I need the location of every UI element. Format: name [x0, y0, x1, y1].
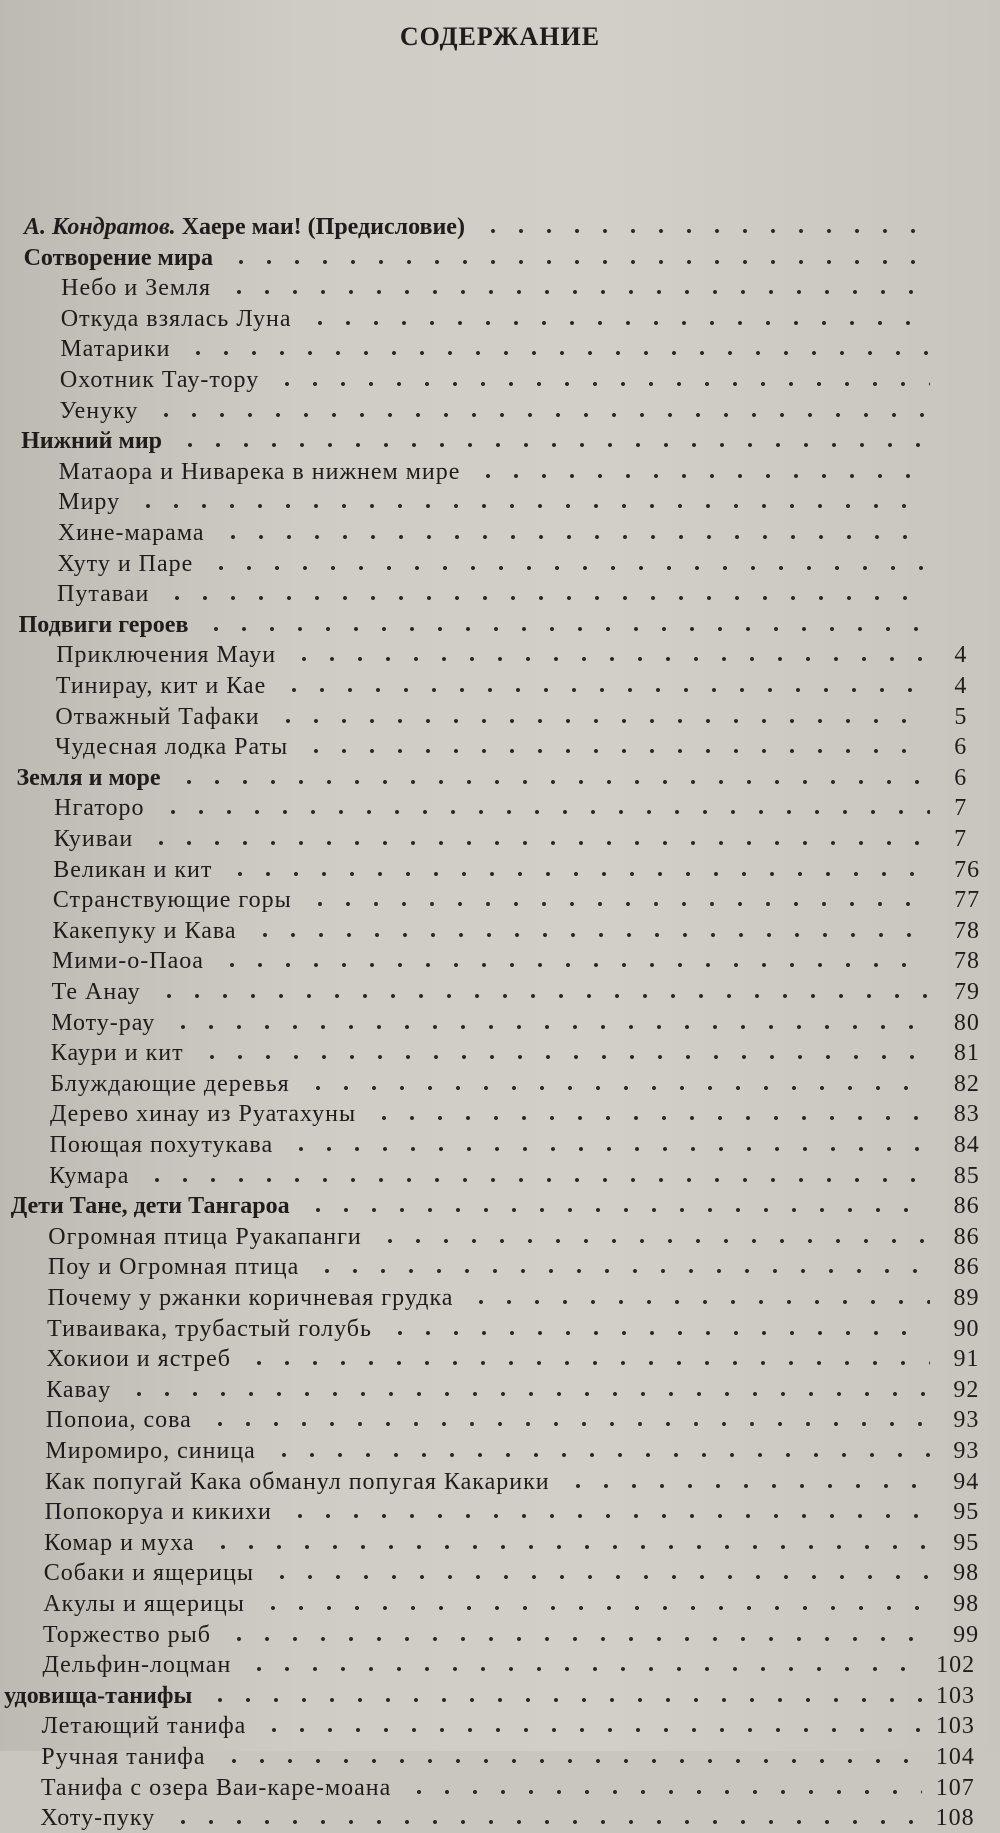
toc-entry-title: Хокиои и ястреб: [46, 1346, 231, 1373]
toc-leader-dots: [251, 916, 930, 946]
toc-entry: [0, 487, 1000, 517]
toc-page-number: 92: [953, 1376, 980, 1403]
toc-entry: [0, 640, 1000, 670]
toc-entry: [0, 1161, 1000, 1191]
toc-entry-title: Собаки и ящерицы: [43, 1560, 254, 1587]
toc-page-number: 78: [954, 948, 980, 975]
toc-entry: [0, 1558, 1000, 1588]
toc-leader-dots: [287, 1130, 930, 1160]
toc-leader-dots: [370, 1099, 930, 1129]
toc-entry-title: [24, 212, 465, 242]
toc-page-number: 4: [954, 642, 968, 669]
toc-entry: [0, 732, 1000, 762]
toc-entry-title: Ручная танифа: [41, 1744, 206, 1770]
toc-leader-dots: [376, 1222, 930, 1252]
toc-entry-title: Мими-о-Паоа: [52, 948, 204, 975]
toc-leader-dots: [386, 1314, 930, 1344]
toc-entry: [0, 1650, 1000, 1680]
toc-leader-dots: [225, 1620, 930, 1650]
toc-entry: [0, 1283, 1000, 1313]
toc-page-number: 81: [953, 1040, 980, 1067]
toc-entry-title: Попоиа, сова: [45, 1407, 192, 1434]
toc-leader-dots: [176, 426, 930, 456]
toc-leader-dots: [226, 855, 930, 885]
toc-entry-title: Танифа с озера Ваи-каре-моана: [40, 1774, 392, 1801]
toc-leader-dots: [219, 518, 930, 548]
toc-leader-dots: [163, 579, 930, 609]
toc-entry-title: Хоту-пуку: [40, 1805, 156, 1832]
toc-leader-dots: [290, 640, 930, 670]
toc-leader-dots: [479, 212, 930, 242]
toc-entry-author: А. Кондратов.: [24, 214, 182, 240]
toc-entry: [0, 1803, 1000, 1833]
toc-page-number: 103: [936, 1682, 975, 1709]
toc-leader-dots: [206, 1405, 930, 1435]
toc-leader-dots: [564, 1467, 930, 1497]
toc-leader-dots: [467, 1283, 930, 1313]
toc-section: [0, 763, 1000, 793]
toc-page-number: 78: [954, 917, 981, 944]
toc-entry-title: Дети Тане, дети Тангароа: [10, 1193, 290, 1220]
toc-leader-dots: [218, 946, 930, 976]
toc-entry: [0, 1375, 1000, 1405]
toc-page-number: 108: [935, 1805, 975, 1832]
toc-page-number: 77: [954, 887, 981, 914]
toc-leader-dots: [245, 1650, 922, 1680]
toc-entry-title: Как попугай Кака обманул попугая Какарики: [44, 1468, 550, 1495]
toc-leader-dots: [280, 671, 930, 701]
toc-entry: [0, 579, 1000, 609]
page-title: СОДЕРЖАНИЕ: [399, 22, 601, 51]
toc-leader-dots: [405, 1773, 921, 1803]
toc-page-number: 95: [953, 1499, 980, 1526]
toc-entry-title: Какепуку и Кава: [52, 917, 237, 944]
toc-leader-dots: [147, 824, 930, 854]
toc-page-number: 95: [953, 1529, 980, 1556]
toc-entry-title: Кумара: [49, 1162, 130, 1189]
toc-page-number: 4: [954, 673, 968, 699]
toc-leader-dots: [274, 702, 930, 732]
toc-entry-title: Огромная птица Руакапанги: [48, 1223, 362, 1250]
toc-page-number: 6: [954, 734, 968, 761]
toc-entry: [0, 1589, 1000, 1619]
toc-leader-dots: [155, 977, 930, 1007]
toc-leader-dots: [302, 732, 930, 762]
toc-entry: [0, 1620, 1000, 1650]
toc-entry-title: Охотник Тау-тору: [59, 367, 260, 393]
toc-entry-title: Комар и муха: [44, 1529, 195, 1556]
toc-page-number: 99: [953, 1621, 980, 1648]
toc-leader-dots: [286, 1497, 930, 1527]
toc-entry-title: Те Анау: [51, 979, 141, 1005]
toc-entry: [0, 1344, 1000, 1374]
toc-section: [0, 610, 1000, 640]
toc-entry: [0, 1405, 1000, 1435]
toc-entry-title: удовища-танифы: [4, 1682, 193, 1709]
toc-entry: [0, 365, 1000, 395]
toc-leader-dots: [206, 1681, 922, 1711]
toc-entry-title: Тинирау, кит и Кае: [55, 673, 267, 699]
toc-leader-dots: [125, 1375, 930, 1405]
toc-entry: [0, 304, 1000, 334]
toc-page-number: 89: [953, 1285, 980, 1311]
toc-entry-title: Откуда взялась Луна: [60, 305, 292, 332]
toc-entry: [0, 946, 1000, 976]
toc-entry: [0, 1008, 1000, 1038]
toc-entry-title: Матаора и Ниварека в нижнем мире: [58, 458, 461, 485]
toc-entry-title: Каваy: [46, 1376, 112, 1403]
toc-entry: [0, 793, 1000, 823]
toc-leader-dots: [306, 304, 930, 334]
toc-entry: [0, 885, 1000, 915]
toc-leader-dots: [152, 396, 930, 426]
toc-entry-title: Акулы и ящерицы: [43, 1591, 245, 1617]
toc-entry-title-text: Хаере маи! (Предисловие): [181, 214, 465, 240]
toc-entry-title: Поу и Огромная птица: [47, 1254, 300, 1281]
toc-entry-title: Уенуку: [59, 397, 139, 424]
toc-section: [0, 212, 1000, 242]
toc-entry: [0, 273, 1000, 303]
toc-entry-title: Летающий танифа: [41, 1713, 247, 1740]
toc-entry-title: Блуждающие деревья: [50, 1070, 290, 1097]
toc-page-number: 93: [953, 1438, 980, 1464]
toc-entry: [0, 549, 1000, 579]
toc-leader-dots: [175, 763, 930, 793]
toc-entry-title: Нгаторо: [54, 795, 145, 822]
toc-leader-dots: [245, 1344, 930, 1374]
toc-entry-title: Матарики: [60, 336, 171, 363]
toc-page-number: 76: [954, 856, 981, 883]
toc-page-number: 5: [954, 703, 968, 730]
toc-entry: [0, 396, 1000, 426]
toc-entry-title: Куиваи: [53, 826, 134, 852]
toc-entry: [0, 977, 1000, 1007]
toc-entry-title: Миру: [58, 489, 121, 516]
toc-page-number: 103: [935, 1713, 975, 1740]
toc-page-number: 94: [953, 1468, 980, 1495]
toc-entry-title: Великан и кит: [53, 856, 213, 883]
toc-page-number: 82: [953, 1070, 980, 1097]
toc-page-number: 7: [954, 826, 968, 852]
toc-page-number: 107: [935, 1774, 975, 1801]
toc-entry: [0, 1099, 1000, 1129]
toc-page-number: 104: [935, 1744, 975, 1770]
toc-entry: [0, 518, 1000, 548]
toc-entry-title: Попокоруа и кикихи: [44, 1499, 272, 1526]
toc-leader-dots: [169, 1008, 930, 1038]
toc-entry: [0, 1038, 1000, 1068]
toc-entry: [0, 1467, 1000, 1497]
toc-section: [0, 243, 1000, 273]
toc-entry: [0, 457, 1000, 487]
toc-entry-title: Нижний мир: [21, 428, 162, 455]
toc-entry: [0, 1497, 1000, 1527]
toc-page-number: 85: [953, 1162, 980, 1189]
toc-leader-dots: [306, 885, 930, 915]
toc-leader-dots: [209, 1528, 930, 1558]
toc-leader-dots: [159, 793, 930, 823]
toc-leader-dots: [273, 365, 930, 395]
toc-entry-title: Поющая похутукава: [49, 1132, 274, 1158]
toc-leader-dots: [259, 1589, 930, 1619]
toc-entry: [0, 702, 1000, 732]
toc-page-number: 79: [953, 979, 980, 1005]
toc-entry-title: Отважный Тафаки: [55, 703, 260, 730]
toc-page-number: 86: [953, 1254, 980, 1281]
toc-section: [0, 426, 1000, 456]
toc-leader-dots: [184, 334, 930, 364]
toc-leader-dots: [304, 1191, 930, 1221]
toc-entry-title: Каури и кит: [50, 1040, 184, 1067]
toc-leader-dots: [143, 1161, 930, 1191]
toc-leader-dots: [474, 457, 930, 487]
toc-entry-title: Чудесная лодка Раты: [54, 734, 289, 761]
toc-leader-dots: [260, 1711, 922, 1741]
toc-page-number: 102: [936, 1652, 976, 1679]
toc-entry: [0, 1069, 1000, 1099]
toc-leader-dots: [198, 1038, 930, 1068]
toc-entry-title: Торжество рыб: [42, 1621, 211, 1648]
toc-entry-title: Земля и море: [16, 764, 161, 791]
toc-leader-dots: [227, 243, 930, 273]
toc-entry: [0, 855, 1000, 885]
toc-entry: [0, 1314, 1000, 1344]
toc-entry-title: Приключения Мауи: [56, 642, 277, 669]
toc-leader-dots: [268, 1558, 930, 1588]
toc-entry: [0, 1742, 1000, 1772]
toc-leader-dots: [313, 1252, 930, 1282]
toc-entry: [0, 1252, 1000, 1282]
toc-page-number: 91: [953, 1346, 980, 1373]
toc-entry: [0, 1528, 1000, 1558]
toc-leader-dots: [202, 610, 930, 640]
toc-entry-title: Дельфин-лоцман: [42, 1652, 232, 1679]
toc-entry-title: Тиваивака, трубастый голубь: [47, 1315, 372, 1342]
toc-entry-title: Хине-марама: [57, 520, 205, 546]
toc-leader-dots: [207, 549, 930, 579]
toc-entry-title: Миромиро, синица: [45, 1438, 256, 1464]
toc-entry: [0, 1436, 1000, 1466]
toc-section: [0, 1681, 1000, 1711]
toc-leader-dots: [304, 1069, 930, 1099]
toc-entry-title: Моту-рау: [51, 1009, 156, 1036]
toc-entry-title: Небо и Земля: [61, 275, 212, 302]
toc-entry-title: Хуту и Паре: [57, 550, 194, 577]
toc-entry-title: Странствующие горы: [52, 887, 292, 914]
toc-entry: [0, 824, 1000, 854]
toc-entry: [0, 1222, 1000, 1252]
toc-page-number: 7: [954, 795, 968, 822]
toc-page-number: 98: [953, 1560, 980, 1587]
toc-leader-dots: [134, 487, 930, 517]
toc-entry-title: Почему у ржанки коричневая грудка: [47, 1285, 454, 1311]
toc-section: [0, 1191, 1000, 1221]
toc-leader-dots: [169, 1803, 921, 1833]
toc-page-number: 84: [953, 1132, 980, 1158]
toc-page-number: 86: [953, 1223, 980, 1250]
toc-leader-dots: [220, 1742, 922, 1772]
toc-entry: [0, 1130, 1000, 1160]
toc-entry-title: Сотворение мира: [23, 244, 214, 271]
toc-entry: [0, 1773, 1000, 1803]
toc-entry: [0, 1711, 1000, 1741]
toc-entry: [0, 916, 1000, 946]
toc-page-number: 86: [953, 1193, 980, 1220]
toc-page-number: 83: [953, 1101, 980, 1128]
toc-entry-title: Дерево хинау из Руатахуны: [49, 1101, 357, 1128]
toc-page-number: 90: [953, 1315, 980, 1342]
toc-page-number: 93: [953, 1407, 980, 1434]
toc-page-number: 98: [953, 1591, 980, 1617]
toc-entry: [0, 334, 1000, 364]
toc-entry: [0, 671, 1000, 701]
toc-page-number: 6: [954, 764, 968, 791]
toc-leader-dots: [270, 1436, 930, 1466]
toc-page-number: 80: [953, 1009, 980, 1036]
toc-entry-title: Подвиги героев: [18, 611, 189, 638]
toc-leader-dots: [225, 273, 930, 303]
toc-entry-title: Путаваи: [57, 581, 150, 608]
